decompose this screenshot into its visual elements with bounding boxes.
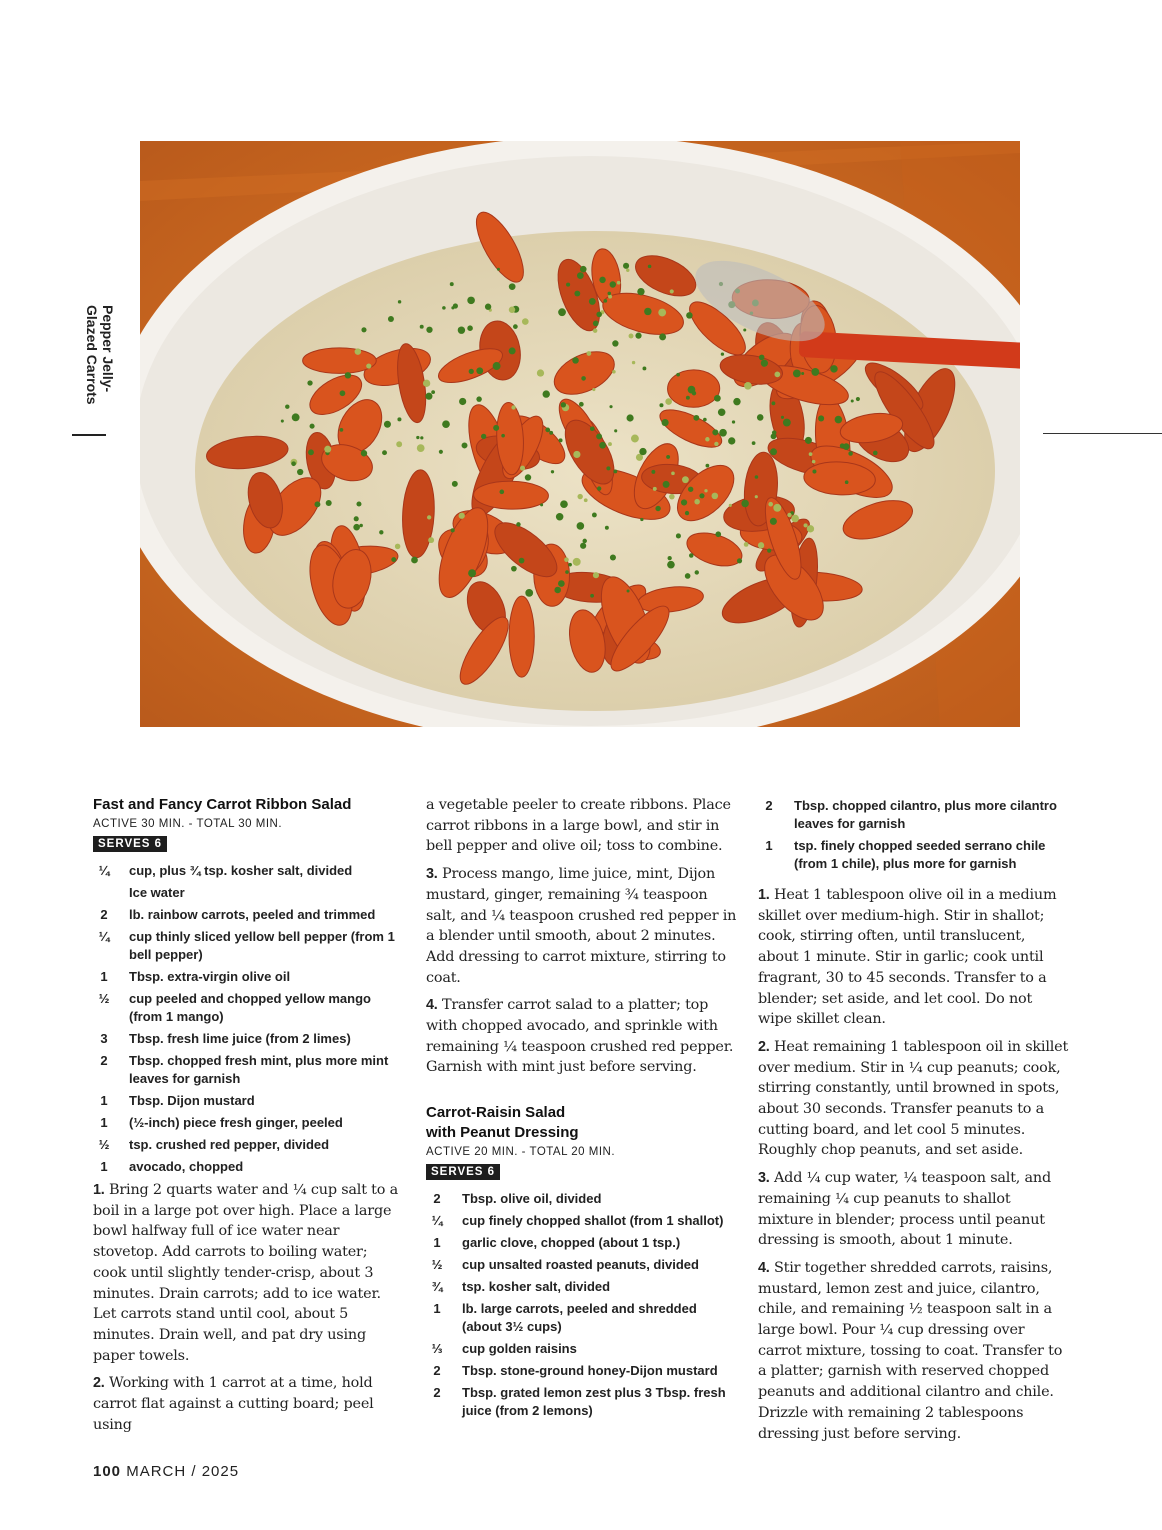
ingredient-item bbox=[426, 1256, 738, 1274]
ingredient-item bbox=[426, 1362, 738, 1380]
ingredient-quantity: 2 bbox=[765, 798, 773, 813]
ingredient-quantity: ¼ bbox=[98, 929, 110, 944]
recipe2-ingredients bbox=[426, 1190, 738, 1420]
ingredient-item bbox=[93, 1092, 405, 1110]
recipe1-steps bbox=[93, 1180, 405, 1435]
column-3 bbox=[758, 797, 1070, 1451]
ingredient-item bbox=[93, 1158, 405, 1176]
step-paragraph bbox=[426, 864, 738, 988]
ingredient-quantity: ¼ bbox=[431, 1213, 443, 1229]
ingredient-text: avocado, chopped bbox=[129, 1159, 244, 1174]
ingredient-item bbox=[93, 1136, 405, 1154]
platter-of-glazed-carrots-image bbox=[140, 141, 1020, 727]
ingredient-quantity bbox=[93, 884, 121, 902]
step-text: Add ¼ cup water, ¼ teaspoon salt, and remaining ¼ cup peanuts to shallot mixture in blender; process until peanut dressing is smooth, about 1 minute. bbox=[758, 1170, 1051, 1249]
ingredient-item bbox=[426, 1212, 738, 1230]
step-text: Bring 2 quarts water and ¼ cup salt to a boil in a large pot over high. Place a large bowl halfway full of ice water near stovetop. Add carrots to boiling water; cook until slightly tender-crisp, about 3 minutes. Drain carrots; add to ice water. Let carrots stand until cool, about 5 minutes. Drain well, and pat dry using paper towels. bbox=[93, 1182, 398, 1364]
column-1 bbox=[93, 795, 405, 1442]
recipe1-ingredients bbox=[93, 862, 405, 1176]
ingredient-text: Tbsp. Dijon mustard bbox=[129, 1093, 255, 1108]
ingredient-text: cup finely chopped shallot (from 1 shallot) bbox=[462, 1213, 724, 1229]
ingredient-quantity: 1 bbox=[100, 969, 108, 984]
step-text: Stir together shredded carrots, raisins, mustard, lemon zest and juice, cilantro, chile, and remaining ½ teaspoon salt in a large bowl. Pour ¼ cup dressing over carrot mixture, tossing to coat. Transfer to a platter; garnish with reserved chopped peanuts and additional cilantro and chile. Drizzle with remaining 2 tablespoons dressing just before serving. bbox=[758, 1259, 1063, 1442]
ingredient-item bbox=[93, 990, 405, 1026]
page-footer bbox=[93, 1463, 239, 1480]
ingredient-text: cup peeled and chopped yellow mango (from 1 mango) bbox=[129, 991, 371, 1024]
ingredient-quantity: 1 bbox=[100, 1159, 108, 1174]
ingredient-text: cup, plus ¾ tsp. kosher salt, divided bbox=[129, 863, 353, 878]
recipe1-step2-continued: a vegetable peeler to create ribbons. Place carrot ribbons in a large bowl, and stir in bell pepper and olive oil; toss to combine. bbox=[426, 797, 731, 855]
recipe2-times: ACTIVE 20 MIN. - TOTAL 20 MIN. bbox=[426, 1146, 616, 1159]
recipe2-title-line1: Carrot-Raisin Salad bbox=[426, 1104, 566, 1122]
step-number: 2. bbox=[93, 1375, 105, 1392]
step-paragraph bbox=[758, 1037, 1070, 1161]
ingredient-text: Tbsp. chopped cilantro, plus more cilantro leaves for garnish bbox=[794, 798, 1057, 831]
page-number: 100 bbox=[93, 1463, 122, 1480]
ingredient-quantity: 1 bbox=[433, 1301, 441, 1317]
step-number: 1. bbox=[93, 1182, 105, 1198]
ingredient-text: cup thinly sliced yellow bell pepper (from 1 bell pepper) bbox=[129, 929, 395, 962]
step-number: 2. bbox=[758, 1038, 770, 1055]
ingredient-quantity: 2 bbox=[433, 1385, 441, 1401]
ingredient-quantity: 2 bbox=[100, 1053, 108, 1068]
ingredient-quantity: 1 bbox=[100, 1093, 108, 1108]
recipe2-steps bbox=[758, 885, 1070, 1444]
step-text: Working with 1 carrot at a time, hold carrot flat against a cutting board; peel using bbox=[93, 1375, 374, 1433]
step-paragraph bbox=[758, 1258, 1070, 1444]
recipe1-steps-continued bbox=[426, 864, 738, 1078]
ingredient-item bbox=[426, 1384, 738, 1420]
ingredient-quantity: 2 bbox=[433, 1363, 441, 1379]
ingredient-item bbox=[426, 1300, 738, 1336]
recipe-photo bbox=[140, 141, 1020, 727]
step-paragraph bbox=[426, 995, 738, 1078]
step-number: 3. bbox=[426, 866, 438, 883]
recipe1-serves-badge: SERVES 6 bbox=[93, 836, 167, 852]
ingredient-text: lb. large carrots, peeled and shredded (about 3½ cups) bbox=[462, 1301, 697, 1335]
side-label bbox=[72, 305, 116, 435]
column-2 bbox=[426, 795, 738, 1424]
ingredient-item bbox=[93, 968, 405, 986]
recipe2-serves-badge: SERVES 6 bbox=[426, 1164, 500, 1180]
recipe2-title-line2: with Peanut Dressing bbox=[426, 1124, 579, 1142]
step-paragraph bbox=[93, 1180, 405, 1366]
ingredient-item bbox=[93, 1030, 405, 1048]
ingredient-text: tsp. finely chopped seeded serrano chile (from 1 chile), plus more for garnish bbox=[794, 838, 1046, 871]
ingredient-quantity: ½ bbox=[431, 1257, 443, 1273]
right-divider bbox=[1043, 433, 1162, 434]
step-text: Process mango, lime juice, mint, Dijon mustard, ginger, remaining ¾ teaspoon salt, and ¼ teaspoon crushed red pepper in a blender until smooth, about 2 minutes. Add dressing to carrot mixture, stirring to coat. bbox=[426, 866, 737, 986]
ingredient-quantity: ¼ bbox=[98, 863, 110, 878]
step-paragraph bbox=[758, 885, 1070, 1030]
ingredient-item bbox=[758, 837, 1070, 873]
step-paragraph bbox=[758, 1168, 1070, 1251]
ingredient-item bbox=[93, 884, 405, 902]
step-text: Transfer carrot salad to a platter; top with chopped avocado, and sprinkle with remaining ¼ teaspoon crushed red pepper. Garnish with mint just before serving. bbox=[426, 997, 734, 1076]
step-number: 1. bbox=[758, 887, 770, 903]
ingredient-quantity: ½ bbox=[98, 991, 110, 1006]
ingredient-text: Tbsp. fresh lime juice (from 2 limes) bbox=[129, 1031, 351, 1046]
ingredient-item bbox=[426, 1190, 738, 1208]
ingredient-quantity: 2 bbox=[433, 1191, 441, 1207]
ingredient-text: Tbsp. grated lemon zest plus 3 Tbsp. fresh juice (from 2 lemons) bbox=[462, 1385, 726, 1419]
ingredient-text: Tbsp. extra-virgin olive oil bbox=[129, 969, 291, 984]
ingredient-text: (½-inch) piece fresh ginger, peeled bbox=[129, 1115, 343, 1130]
recipe2-ingredients-continued bbox=[758, 797, 1070, 873]
ingredient-item bbox=[426, 1278, 738, 1296]
ingredient-text: lb. rainbow carrots, peeled and trimmed bbox=[129, 907, 376, 922]
ingredient-item bbox=[426, 1234, 738, 1252]
ingredient-quantity: ⅓ bbox=[431, 1341, 443, 1357]
ingredient-item bbox=[93, 1052, 405, 1088]
ingredient-item bbox=[426, 1340, 738, 1358]
ingredient-text: tsp. crushed red pepper, divided bbox=[129, 1137, 330, 1152]
recipe1-times: ACTIVE 30 MIN. - TOTAL 30 MIN. bbox=[93, 818, 283, 830]
step-text: Heat remaining 1 tablespoon oil in skillet over medium. Stir in ¼ cup peanuts; cook, stirring constantly, until browned in spots, about 30 seconds. Transfer peanuts to a cutting board, and let cool 5 minutes. Roughly chop peanuts, and set aside. bbox=[758, 1038, 1069, 1159]
ingredient-text: Tbsp. chopped fresh mint, plus more mint leaves for garnish bbox=[129, 1053, 389, 1086]
ingredient-text: cup unsalted roasted peanuts, divided bbox=[462, 1257, 699, 1273]
ingredient-quantity: 2 bbox=[100, 907, 108, 922]
ingredient-item bbox=[758, 797, 1070, 833]
step-number: 4. bbox=[758, 1259, 770, 1276]
ingredient-text: Ice water bbox=[129, 885, 185, 900]
ingredient-item bbox=[93, 928, 405, 964]
step-number: 3. bbox=[758, 1170, 770, 1187]
ingredient-quantity: ¾ bbox=[431, 1279, 443, 1295]
step-paragraph bbox=[93, 1373, 405, 1435]
ingredient-item bbox=[93, 1114, 405, 1132]
issue-date: MARCH / 2025 bbox=[126, 1463, 240, 1480]
side-label-text: Pepper Jelly-Glazed Carrots bbox=[84, 305, 116, 405]
ingredient-text: tsp. kosher salt, divided bbox=[462, 1279, 611, 1295]
ingredient-text: Tbsp. olive oil, divided bbox=[462, 1191, 602, 1207]
ingredient-quantity: ½ bbox=[98, 1137, 110, 1152]
ingredient-text: cup golden raisins bbox=[462, 1341, 577, 1357]
step-text: Heat 1 tablespoon olive oil in a medium skillet over medium-high. Stir in shallot; cook, stirring often, until translucent, about 1 minute. Stir in garlic; cook until fragrant, 30 to 45 seconds. Transfer to a blender; set aside, and let cool. Do not wipe skillet clean. bbox=[758, 887, 1057, 1028]
ingredient-item bbox=[93, 906, 405, 924]
recipe1-title: Fast and Fancy Carrot Ribbon Salad bbox=[93, 796, 352, 813]
ingredient-item bbox=[93, 862, 405, 880]
ingredient-text: Tbsp. stone-ground honey-Dijon mustard bbox=[462, 1363, 718, 1379]
step-number: 4. bbox=[426, 997, 438, 1014]
ingredient-text: garlic clove, chopped (about 1 tsp.) bbox=[462, 1235, 681, 1251]
ingredient-quantity: 1 bbox=[433, 1235, 441, 1251]
ingredient-quantity: 1 bbox=[100, 1115, 108, 1130]
ingredient-quantity: 3 bbox=[100, 1031, 108, 1046]
side-label-rule bbox=[72, 434, 106, 436]
ingredient-quantity: 1 bbox=[765, 838, 773, 853]
